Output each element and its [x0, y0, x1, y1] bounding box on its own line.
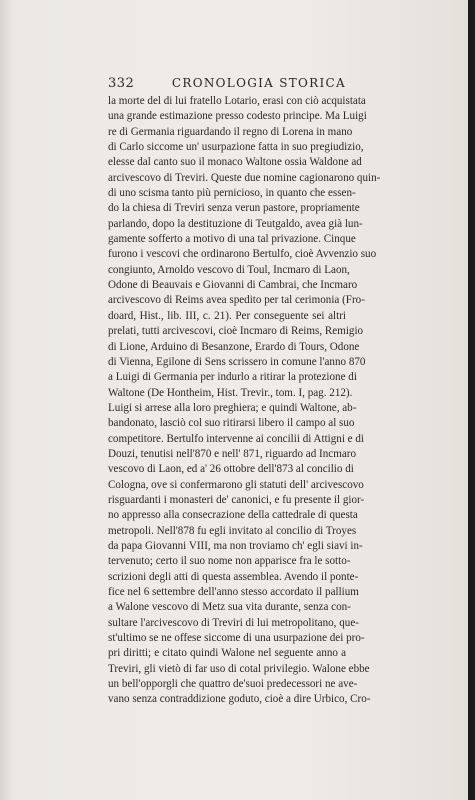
- text-line: di Lione, Arduino di Besanzone, Erardo di Tours, Odone: [108, 340, 360, 353]
- text-line: vescovo di Laon, ed a' 26 ottobre dell'873 al concilio di: [108, 463, 354, 476]
- text-line: Odone di Beauvais e Giovanni di Cambrai, che Incmaro: [108, 279, 358, 292]
- text-line: congiunto, Arnoldo vescovo di Toul, Incmaro di Laon,: [108, 263, 350, 276]
- text-line: prelati, tutti arcivescovi, cioè Incmaro di Reims, Remigio: [108, 325, 364, 338]
- text-line: Treviri, gli vietò di far uso di cotal privilegio. Walone ebbe: [108, 662, 370, 675]
- text-line: metropoli. Nell'878 fu egli invitato al concilio di Troyes: [108, 524, 357, 537]
- text-line: furono i vescovi che ordinarono Bertulfo, cioè Avvenzio suo: [108, 248, 377, 261]
- text-line: a Walone vescovo di Metz sua vita durante, senza con-: [108, 601, 351, 614]
- text-line: pri diritti; e citato quindi Walone nel seguente anno a: [108, 647, 346, 660]
- text-line: vano senza contraddizione goduto, cioè a dire Urbico, Cro-: [108, 693, 371, 706]
- text-line: st'ultimo se ne offese siccome di una usurpazione dei pro-: [108, 632, 365, 645]
- text-line: di Vienna, Egilone di Sens scrissero in comune l'anno 870: [108, 355, 366, 368]
- text-line: sultare l'arcivescovo di Treviri di lui metropolitano, que-: [108, 616, 359, 629]
- text-line: di uno scisma tanto più pernicioso, in quanto che essen-: [108, 187, 356, 200]
- text-line: da papa Giovanni VIII, ma non troviamo ch' egli siavi in-: [108, 539, 363, 552]
- running-header: [108, 76, 346, 92]
- text-line: re di Germania riguardando il regno di Lorena in mano: [108, 125, 353, 138]
- text-line: la morte del di lui fratello Lotario, erasi con ciò acquistata: [108, 95, 366, 107]
- body-text: [108, 94, 381, 708]
- text-line: tervenuto; certo il suo nome non apparisce fra le sotto-: [108, 555, 351, 568]
- text-line: bandonato, lasciò col suo ritirarsi libero il campo al suo: [108, 417, 355, 430]
- text-line: gamente sofferto a motivo di una tal privazione. Cinque: [108, 233, 356, 246]
- text-line: Waltone (De Hontheim, Hist. Trevir., tom. I, pag. 212).: [108, 386, 353, 399]
- text-line: un bell'opporgli che quattro de'suoi predecessori ne ave-: [108, 678, 358, 691]
- text-line: do la chiesa di Treviri senza verun pastore, propriamente: [108, 202, 360, 215]
- text-line: arcivescovo di Treviri. Queste due nomine cagionarono quin-: [108, 171, 381, 184]
- text-line: competitore. Bertulfo intervenne ai concilii di Attigni e di: [108, 432, 365, 445]
- text-line: Cologna, ove si confermarono gli statuti dell' arcivescovo: [108, 478, 364, 491]
- text-line: no appresso alla consecrazione della cattedrale di questa: [108, 509, 358, 522]
- running-title: CRONOLOGIA STORICA: [171, 76, 346, 90]
- text-line: Luigi si arrese alla loro preghiera; e quindi Waltone, ab-: [108, 401, 357, 414]
- text-line: arcivescovo di Reims avea spedito per tal cerimonia (Fro-: [108, 294, 365, 307]
- text-line: a Luigi di Germania per indurlo a ritirar la protezione di: [108, 371, 357, 384]
- text-line: Douzi, tenutisi nell'870 e nell' 871, riguardo ad Incmaro: [108, 447, 356, 460]
- text-line: doard, Hist., lib. III, c. 21). Per conseguente sei altri: [108, 309, 346, 322]
- text-line: risguardanti i monasteri de' canonici, e fu presente il gior-: [108, 493, 365, 506]
- text-line: una grande estimazione presso codesto principe. Ma Luigi: [108, 110, 367, 123]
- page-number: 332: [108, 76, 135, 91]
- text-line: di Carlo siccome un' usurpazione fatta in suo pregiudizio,: [108, 141, 364, 154]
- text-line: elesse dal canto suo il monaco Waltone ossia Waldone ad: [108, 156, 362, 169]
- text-line: fice nel 6 settembre dell'anno stesso accordato il pallium: [108, 586, 359, 598]
- book-binding-edge: [468, 0, 475, 800]
- text-line: scrizioni degli atti di questa assemblea. Avendo il ponte-: [108, 570, 359, 583]
- text-line: parlando, dopo la destituzione di Teutgaldo, avea già lun-: [108, 217, 363, 230]
